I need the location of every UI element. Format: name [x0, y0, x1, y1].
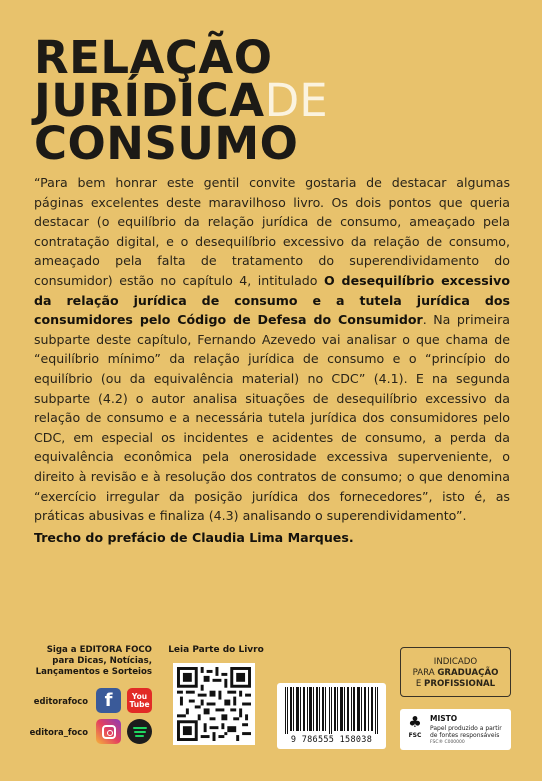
- social-row-1: [20, 688, 152, 713]
- handle-editorafoco: editorafoco: [33, 695, 88, 706]
- back-cover-blurb: [34, 173, 510, 526]
- social-heading-line-3: Lançamentos e Sorteios: [35, 667, 152, 677]
- qr-code-graphic: [177, 667, 251, 741]
- fsc-brand: FSC: [408, 732, 422, 739]
- audience-line-3: E PROFISSIONAL: [415, 679, 496, 689]
- fsc-title: MISTO: [430, 714, 458, 723]
- fsc-description: Papel produzido a partir de fontes responsáveis: [430, 725, 502, 739]
- youtube-glyph-2: Tube: [129, 699, 150, 709]
- title-juridica: JURÍDICA: [34, 74, 265, 127]
- book-title: [34, 31, 514, 170]
- instagram-icon[interactable]: [96, 719, 121, 744]
- facebook-glyph: f: [104, 690, 113, 711]
- social-heading-line-2: para Dicas, Notícias,: [52, 656, 152, 666]
- youtube-icon[interactable]: [127, 688, 152, 713]
- preface-credit: Trecho do prefácio de Claudia Lima Marques.: [34, 530, 354, 545]
- title-line-3: CONSUMO: [34, 117, 299, 170]
- blurb-part-1: “Para bem honrar este gentil convite gostaria de destacar algumas páginas excelentes deste maravilhoso livro. Os dois pontos que queria destacar (o equilíbrio da relação jurídica de consumo, ameaçado pela contratação digital, e o desequilíbrio excessivo da relação de consumo, ameaçado pela falta de tratamento do superendividamento do consumidor) estão no capítulo 4, intitulado: [34, 175, 510, 288]
- social-heading-line-1: Siga a EDITORA FOCO: [46, 645, 152, 655]
- spotify-icon[interactable]: [127, 719, 152, 744]
- youtube-glyph-1: You: [131, 691, 148, 701]
- barcode: [277, 683, 386, 749]
- blurb-part-2: . Na primeira subparte deste capítulo, Fernando Azevedo vai analisar o que chama de “equilíbrio mínimo” da relação jurídica de consumo e o “princípio do equilíbrio (ou da equivalência material) no CDC” (4.1). E na segunda subparte (4.2) o autor analisa situações de desequilíbrio excessivo da relação de consumo e a necessária tutela jurídica dos consumidores pelo CDC, em especial os incidentes e acidentes de consumo, a perda da equivalência econômica pela onerosidade excessiva superveniente, o direito à revisão e à resolução dos contratos de consumo; o que denomina “exercício irregular da posição jurídica dos fornecedores”, isto é, as práticas abusivas e finaliza (4.3) analisando o superendividamento”.: [34, 312, 510, 524]
- audience-line-2: PARA GRADUAÇÃO: [412, 668, 499, 678]
- fsc-tree-icon: ♣ FSC: [404, 712, 426, 746]
- social-row-2: [20, 719, 152, 744]
- facebook-icon[interactable]: [96, 688, 121, 713]
- barcode-bars: [283, 687, 380, 734]
- blurb-chapter-title: O desequilíbrio excessivo da relação jurídica de consumo e a tutela jurídica dos consumidores pelo Código de Defesa do Consumidor: [34, 272, 510, 328]
- title-line-2: [34, 74, 514, 127]
- spotify-bars: [133, 727, 147, 737]
- fsc-label: [400, 709, 511, 750]
- handle-editora-foco: editora_foco: [29, 726, 88, 737]
- title-line-1: RELAÇÃO: [34, 31, 273, 84]
- qr-label: Leia Parte do Livro: [168, 645, 264, 655]
- audience-badge: [400, 647, 511, 697]
- fsc-license: FSC® C000000: [430, 740, 465, 745]
- title-de: DE: [264, 74, 328, 127]
- audience-line-1: INDICADO: [433, 657, 478, 667]
- qr-code[interactable]: [173, 663, 255, 745]
- isbn-number: 9 786555 158038: [290, 735, 373, 745]
- instagram-ring: [102, 725, 116, 739]
- social-heading: [20, 645, 152, 678]
